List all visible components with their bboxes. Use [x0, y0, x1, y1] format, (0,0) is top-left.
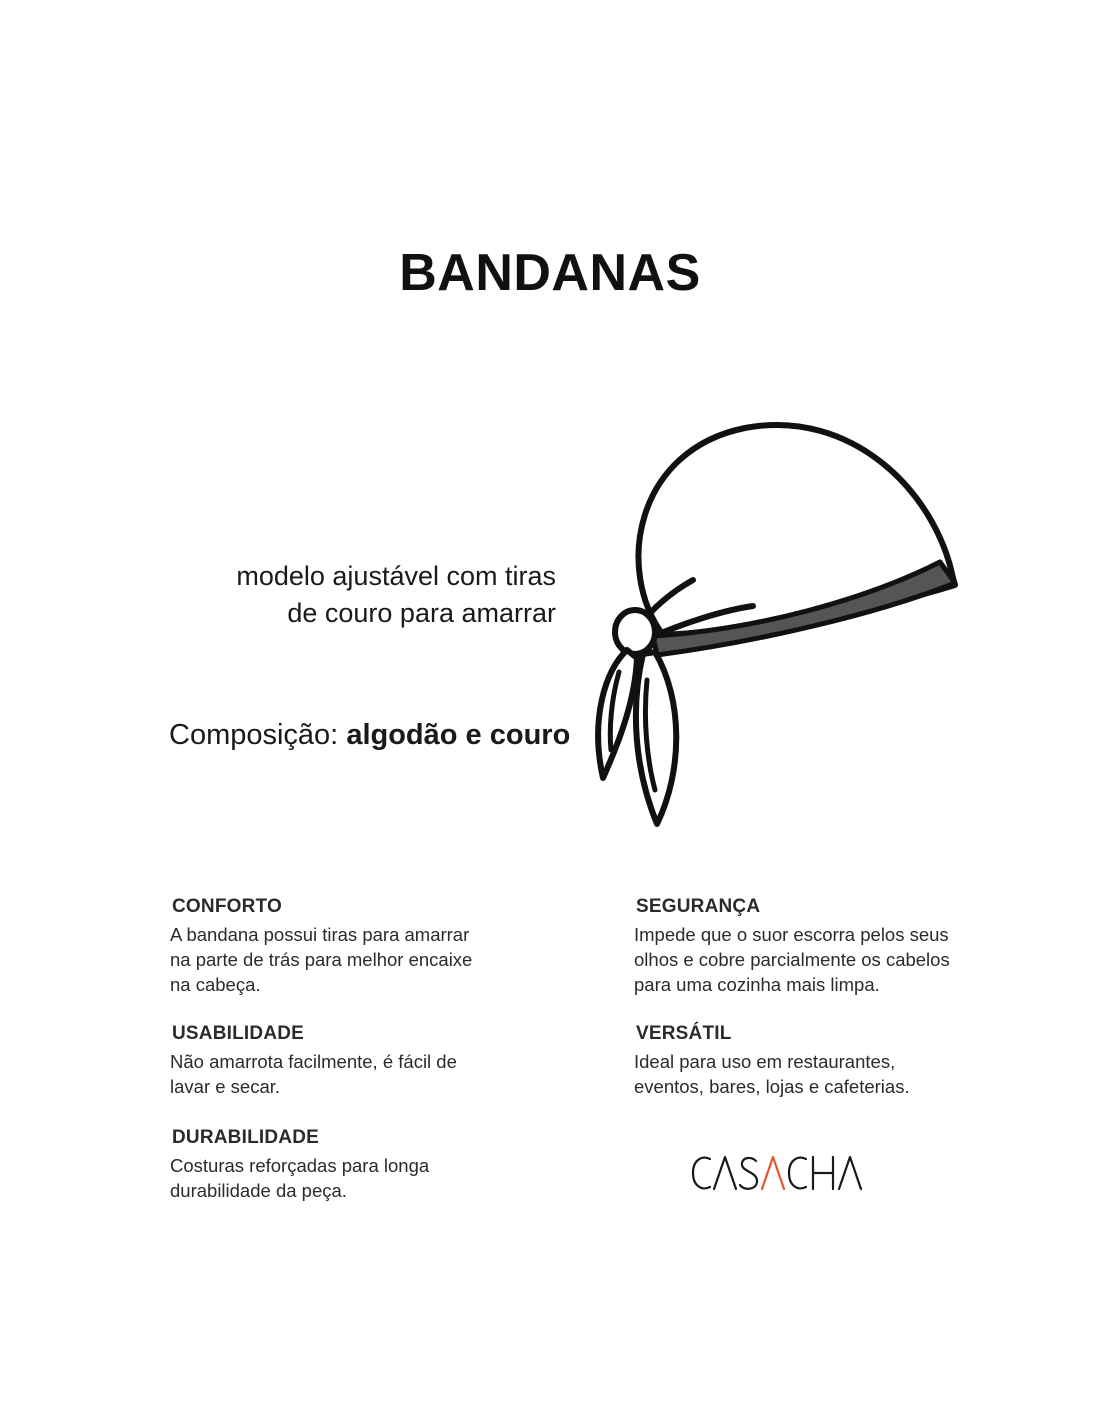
feature-line: Impede que o suor escorra pelos seus — [634, 924, 949, 945]
feature-text — [170, 1049, 530, 1099]
feature-title: DURABILIDADE — [172, 1127, 320, 1148]
bandana-illustration-icon — [575, 410, 975, 840]
feature-line: na cabeça. — [170, 974, 261, 995]
feature-text — [170, 922, 530, 997]
feature-title: VERSÁTIL — [636, 1023, 732, 1044]
feature-title: CONFORTO — [172, 896, 282, 917]
feature-line: Costuras reforçadas para longa — [170, 1155, 430, 1176]
feature-title: SEGURANÇA — [636, 896, 761, 917]
feature-line: durabilidade da peça. — [170, 1180, 347, 1201]
feature-line: lavar e secar. — [170, 1076, 281, 1097]
feature-line: Ideal para uso em restaurantes, — [634, 1051, 896, 1072]
brand-logo — [690, 1150, 868, 1196]
description-line-2: de couro para amarrar — [287, 598, 556, 628]
feature-line: Não amarrota facilmente, é fácil de — [170, 1051, 457, 1072]
feature-line: olhos e cobre parcialmente os cabelos — [634, 949, 950, 970]
feature-text — [170, 1153, 530, 1203]
composition-value: algodão e couro — [346, 719, 571, 751]
feature-line: para uma cozinha mais limpa. — [634, 974, 880, 995]
composition-label: Composição: — [169, 719, 339, 751]
feature-title: USABILIDADE — [172, 1023, 305, 1044]
feature-line: A bandana possui tiras para amarrar — [170, 924, 470, 945]
feature-seguranca — [634, 896, 994, 997]
feature-conforto — [170, 896, 530, 997]
product-description — [236, 558, 556, 632]
description-line-1: modelo ajustável com tiras — [236, 561, 556, 591]
page-title: BANDANAS — [399, 244, 701, 302]
feature-text — [634, 1049, 994, 1099]
feature-usabilidade — [170, 1023, 530, 1099]
feature-line: eventos, bares, lojas e cafeterias. — [634, 1076, 910, 1097]
composition — [169, 719, 570, 752]
feature-line: na parte de trás para melhor encaixe — [170, 949, 473, 970]
feature-durabilidade — [170, 1127, 530, 1203]
feature-text — [634, 922, 994, 997]
feature-versatil — [634, 1023, 994, 1099]
